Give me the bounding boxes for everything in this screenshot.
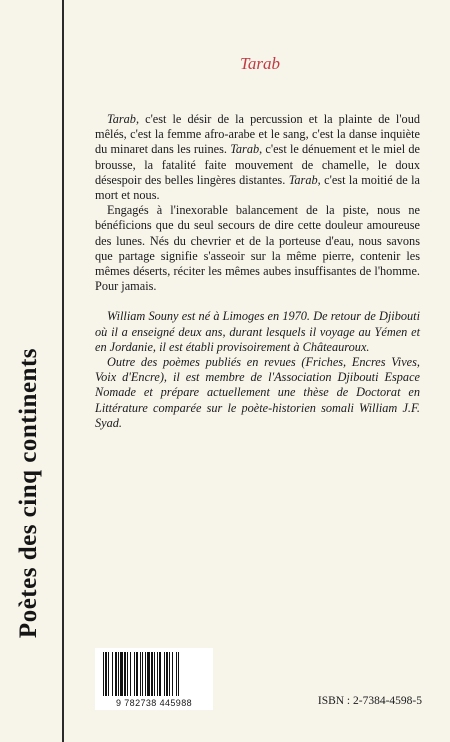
barcode-digits: 9 782738 445988 bbox=[115, 698, 193, 708]
paragraph-gap bbox=[95, 294, 420, 309]
blurb-title-ref-3: Tarab bbox=[288, 172, 318, 187]
blurb-sentence-1: , c'est le désir de la percussion et la plainte de l'oud mêlés, c'est la femme afro-arabe et le sang, c'est la danse inquiète du minaret dans les ruines. bbox=[95, 112, 420, 157]
series-title: Poètes des cinq continents bbox=[15, 347, 42, 638]
author-bio-2: Outre des poèmes publiés en revues (Friches, Encres Vives, Voix d'Encre), il est membre de l'Association Djibouti Espace Nomade et prépare actuellement une thèse de Doctorat en Littérature comparée sur le poète-historien somali William J.F. Syad. bbox=[95, 355, 420, 430]
back-cover-text bbox=[95, 112, 420, 431]
blurb-paragraph-1 bbox=[95, 112, 420, 203]
barcode bbox=[95, 648, 213, 710]
blurb-title-ref-2: Tarab bbox=[230, 142, 260, 157]
series-title-container bbox=[4, 58, 54, 638]
blurb-sentence-3: , c'est la moitié de la mort et nous. bbox=[95, 172, 420, 203]
blurb-paragraph-2: Engagés à l'inexorable balancement de la piste, nous ne bénéficions que du seul secours de dire cette douleur amoureuse des lunes. Nés du chevrier et de la porteuse d'eau, nous savons que partage signifie s'asseoir sur la même pierre, contenir les mêmes déserts, réciter les mêmes aubes insuffisantes de l'homme. Pour jamais. bbox=[95, 203, 420, 294]
blurb-title-ref-1: Tarab bbox=[107, 112, 136, 126]
isbn: ISBN : 2-7384-4598-5 bbox=[317, 695, 422, 707]
book-title: Tarab bbox=[239, 54, 280, 73]
spine-rule bbox=[62, 0, 64, 742]
blurb-sentence-2: , c'est le dénuement et le miel de brousse, la fatalité faite mouvement de chamelle, le doux désespoir des belles lingères distantes. bbox=[95, 142, 420, 187]
author-bio-1: William Souny est né à Limoges en 1970. De retour de Djibouti où il a enseigné deux ans, durant lesquels il voyage au Yémen et en Jordanie, il est établi provisoirement à Châteauroux. bbox=[95, 309, 420, 354]
barcode-bars bbox=[103, 652, 207, 696]
